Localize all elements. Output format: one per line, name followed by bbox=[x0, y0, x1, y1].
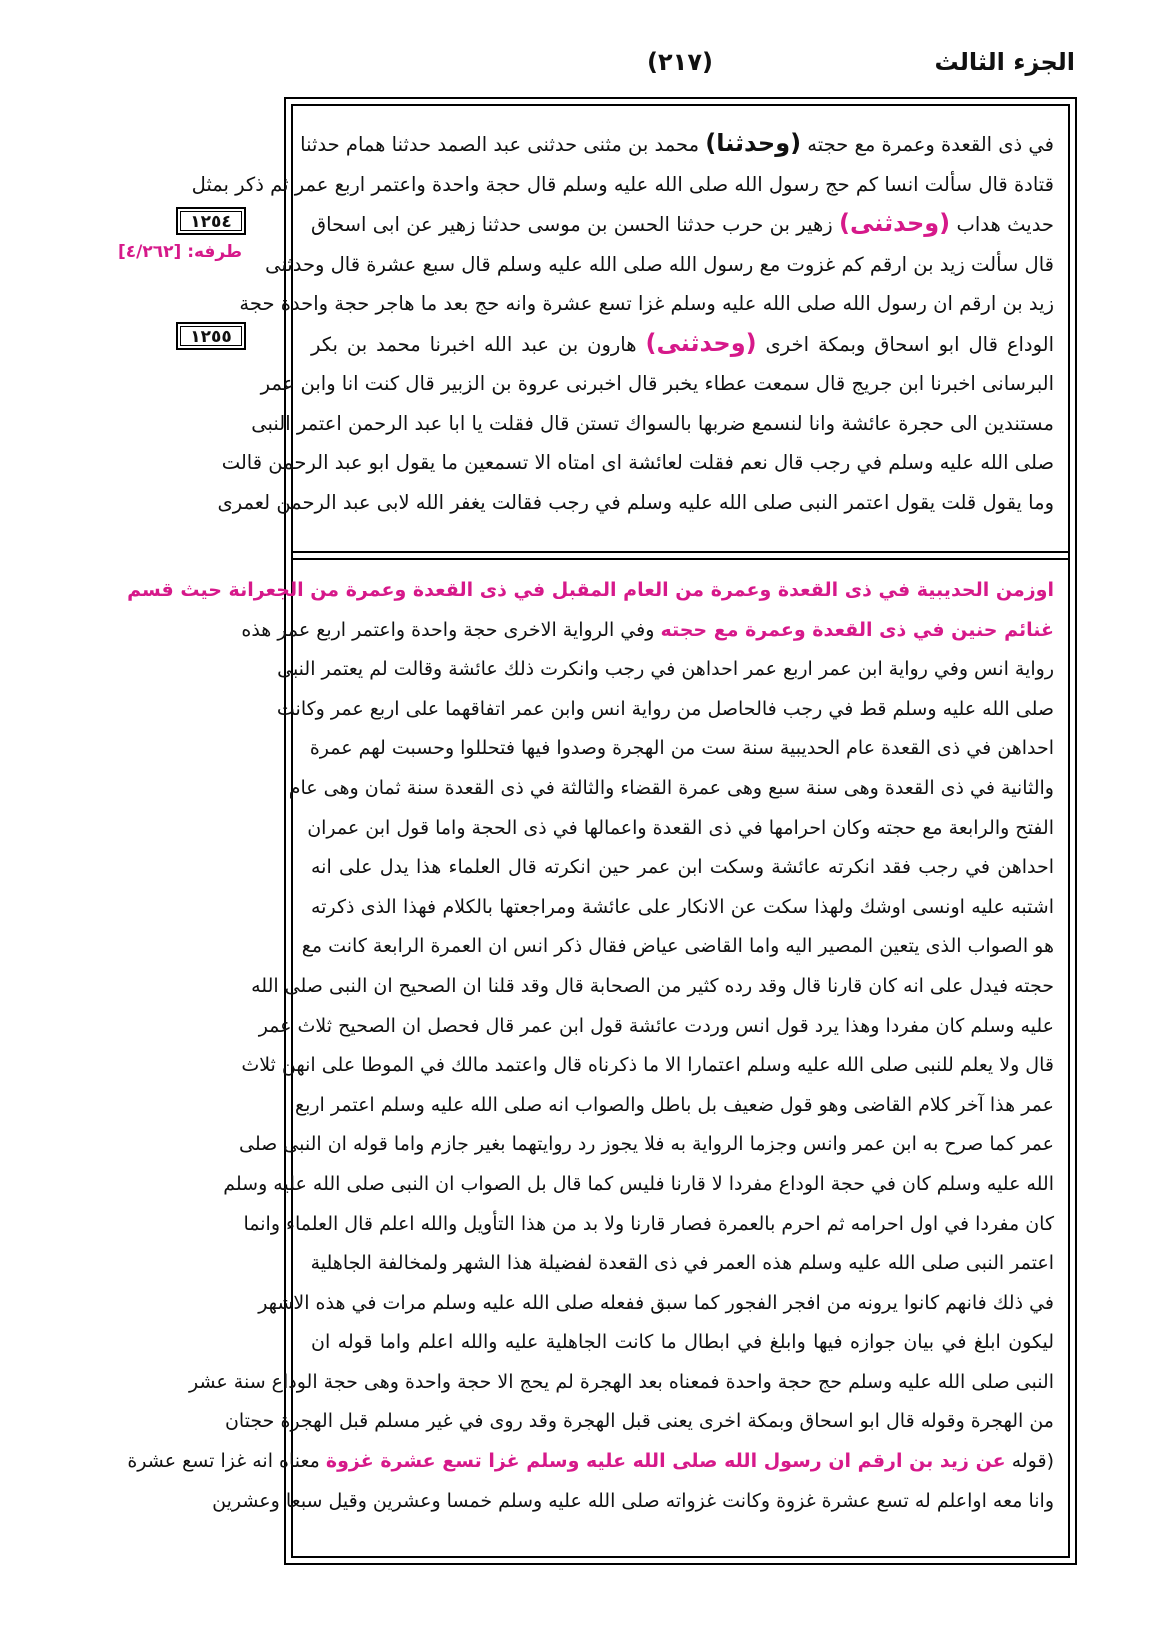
text-line: الوداع قال ابو اسحاق وبمكة اخرى (وحدثنى) هارون بن عبد الله اخبرنا محمد بن بكر bbox=[311, 328, 1054, 357]
highlighted-phrase: غنائم حنين في ذى القعدة وعمرة مع حجته bbox=[660, 618, 1054, 641]
text-line: والثانية في ذى القعدة وهى سنة سبع وهى عمرة القضاء والثالثة في ذى القعدة سنة ثمان وهى عام bbox=[288, 776, 1054, 799]
text-line: احداهن في رجب فقد انكرته عائشة وسكت ابن عمر حين انكرته قال العلماء هذا يدل على انه bbox=[311, 856, 1054, 879]
page-number: (٢١٧) bbox=[647, 48, 713, 76]
narration-marker: (وحدثنا) bbox=[705, 129, 802, 157]
text-line: عليه وسلم كان مفردا وهذا يرد قول انس وردت عائشة قول ابن عمر قال فحصل ان الصحيح ثلاث عمر bbox=[258, 1014, 1054, 1037]
text-line: زيد بن ارقم ان رسول الله صلى الله عليه وسلم غزا تسع عشرة وانه حج بعد ما هاجر حجة واحدة حجة bbox=[239, 292, 1054, 315]
text-line: ليكون ابلغ في بيان جوازه فيها وابلغ في ابطال ما كانت الجاهلية عليه والله اعلم واما قوله ان bbox=[311, 1331, 1054, 1354]
page-header bbox=[285, 48, 1075, 88]
text-line: صلى الله عليه وسلم قط في رجب فالحاصل من رواية انس وابن عمر اتفاقهما على اربع عمر وكانت bbox=[276, 697, 1054, 720]
text-line: رواية انس وفي رواية ابن عمر اربع عمر احداهن في رجب وانكرت ذلك عائشة وقالت لم يعتمر النبى bbox=[277, 658, 1054, 681]
text-line: الله عليه وسلم كان في حجة الوداع مفردا لا قارنا فليس كما قال بل الصواب ان النبى صلى الله عليه وسلم bbox=[223, 1172, 1054, 1195]
text-line: من الهجرة وقوله قال ابو اسحاق وبمكة اخرى يعنى قبل الهجرة وقد روى في غير مسلم قبل الهجرة حجتان bbox=[224, 1410, 1054, 1433]
text-line: وما يقول قلت يقول اعتمر النبى صلى الله عليه وسلم في رجب فقالت يغفر الله لابى عبد الرحمن لعمرى bbox=[217, 490, 1054, 514]
text-line: اشتبه عليه اونسى اوشك ولهذا سكت عن الانكار على عائشة ومراجعتها بالكلام فهذا الذى ذكرته bbox=[311, 895, 1054, 918]
text-line: في ذلك فانهم كانوا يرونه من افجر الفجور كما سبق ففعله صلى الله عليه وسلم مرات في هذه الاشهر bbox=[258, 1291, 1054, 1314]
text-line: النبى صلى الله عليه وسلم حج حجة واحدة فمعناه بعد الهجرة لم يحج الا حجة واحدة وهى حجة الوداع سنة عشر bbox=[188, 1370, 1054, 1393]
cross-reference: طرفه: [٤/٢٦٢] bbox=[118, 242, 243, 262]
text-line: صلى الله عليه وسلم في رجب قال نعم فقلت لعائشة اى امتاه الا تسمعين ما يقول ابو عبد الرحمن قالت bbox=[221, 451, 1054, 474]
text-line: اعتمر النبى صلى الله عليه وسلم هذه العمر في ذى القعدة لفضيلة هذا الشهر ولمخالفة الجاهلية bbox=[310, 1252, 1054, 1275]
text-line: اوزمن الحديبية في ذى القعدة وعمرة من العام المقبل في ذى القعدة وعمرة من الجعرانة حيث قسم bbox=[127, 579, 1054, 601]
text-line: عمر كما صرح به ابن عمر وانس وجزما الرواية به فلا يجوز رد روايتهما بغير جازم واما قوله ان النبى صلى bbox=[239, 1133, 1054, 1156]
narration-marker: (وحدثنى) bbox=[839, 209, 951, 237]
text-line: احداهن في ذى القعدة عام الحديبية سنة ست من الهجرة وصدوا فيها فتحللوا وحسبت لهم عمرة bbox=[309, 737, 1054, 760]
text-line: البرسانى اخبرنا ابن جريج قال سمعت عطاء يخبر قال اخبرنى عروة بن الزبير قال كنت انا وابن عمر bbox=[260, 372, 1054, 395]
text-line: وانا معه اواعلم له تسع عشرة غزوة وكانت غزواته صلى الله عليه وسلم خمسا وعشرين وقيل سبعا وعشرين bbox=[212, 1489, 1054, 1512]
commentary-text bbox=[127, 571, 1054, 1521]
hadith-number-label: ١٢٥٥ bbox=[180, 326, 242, 346]
section-divider bbox=[293, 551, 1068, 560]
text-line: عمر هذا آخر كلام القاضى وهو قول ضعيف بل باطل والصواب انه صلى الله عليه وسلم اعتمر اربع bbox=[294, 1093, 1054, 1116]
text-line: غنائم حنين في ذى القعدة وعمرة مع حجته وفي الرواية الاخرى حجة واحدة واعتمر اربع عمر هذه bbox=[241, 618, 1054, 641]
hadith-number-1255 bbox=[176, 322, 246, 350]
text-line: حديث هداب (وحدثنى) زهير بن حرب حدثنا الحسن بن موسى حدثنا زهير عن ابى اسحاق bbox=[311, 209, 1054, 237]
text-line: كان مفردا في اول احرامه ثم احرم بالعمرة فصار قارنا ولا بد من هذا التأويل والله اعلم قال العلماء وانما bbox=[243, 1212, 1054, 1235]
text-line: قتادة قال سألت انسا كم حج رسول الله صلى الله عليه وسلم قال حجة واحدة واعتمر اربع عمر ثم ذكر بمثل bbox=[191, 172, 1054, 196]
text-line: قال ولا يعلم للنبى صلى الله عليه وسلم اعتمارا الا ما ذكرناه قال واعتمد مالك في الموطا على انهن ثلاث bbox=[241, 1054, 1054, 1077]
text-line: الفتح والرابعة مع حجته وكان احرامها في ذى القعدة واعمالها في ذى الحجة واما قول ابن عمران bbox=[307, 816, 1054, 839]
text-line: حجته فيدل على انه كان قارنا قال وقد رده كثير من الصحابة قال وقد قلنا ان الصحيح ان النبى صلى الله bbox=[251, 974, 1054, 997]
text-line: (قوله عن زيد بن ارقم ان رسول الله صلى الله عليه وسلم غزا تسع عشرة غزوة معناه انه غزا تسع عشرة bbox=[127, 1450, 1054, 1473]
text-line: مستندين الى حجرة عائشة وانا لنسمع ضربها بالسواك تستن قال فقلت يا ابا عبد الرحمن اعتمر النبى bbox=[251, 411, 1054, 435]
text-line: في ذى القعدة وعمرة مع حجته (وحدثنا) محمد بن مثنى حدثنى عبد الصمد حدثنا همام حدثنا bbox=[300, 129, 1054, 157]
hadith-number-label: ١٢٥٤ bbox=[180, 211, 242, 231]
narration-marker: (وحدثنى) bbox=[645, 328, 757, 357]
highlighted-phrase: عن زيد بن ارقم ان رسول الله صلى الله عليه وسلم غزا تسع عشرة غزوة bbox=[325, 1450, 1006, 1473]
volume-title: الجزء الثالث bbox=[934, 48, 1075, 76]
hadith-number-1254 bbox=[176, 207, 246, 235]
text-line: قال سألت زيد بن ارقم كم غزوت مع رسول الله صلى الله عليه وسلم قال سبع عشرة قال وحدثنى bbox=[265, 252, 1054, 276]
text-line: هو الصواب الذى يتعين المصير اليه واما القاضى عياض فقال ذكر انس ان العمرة الرابعة كانت مع bbox=[301, 935, 1054, 958]
